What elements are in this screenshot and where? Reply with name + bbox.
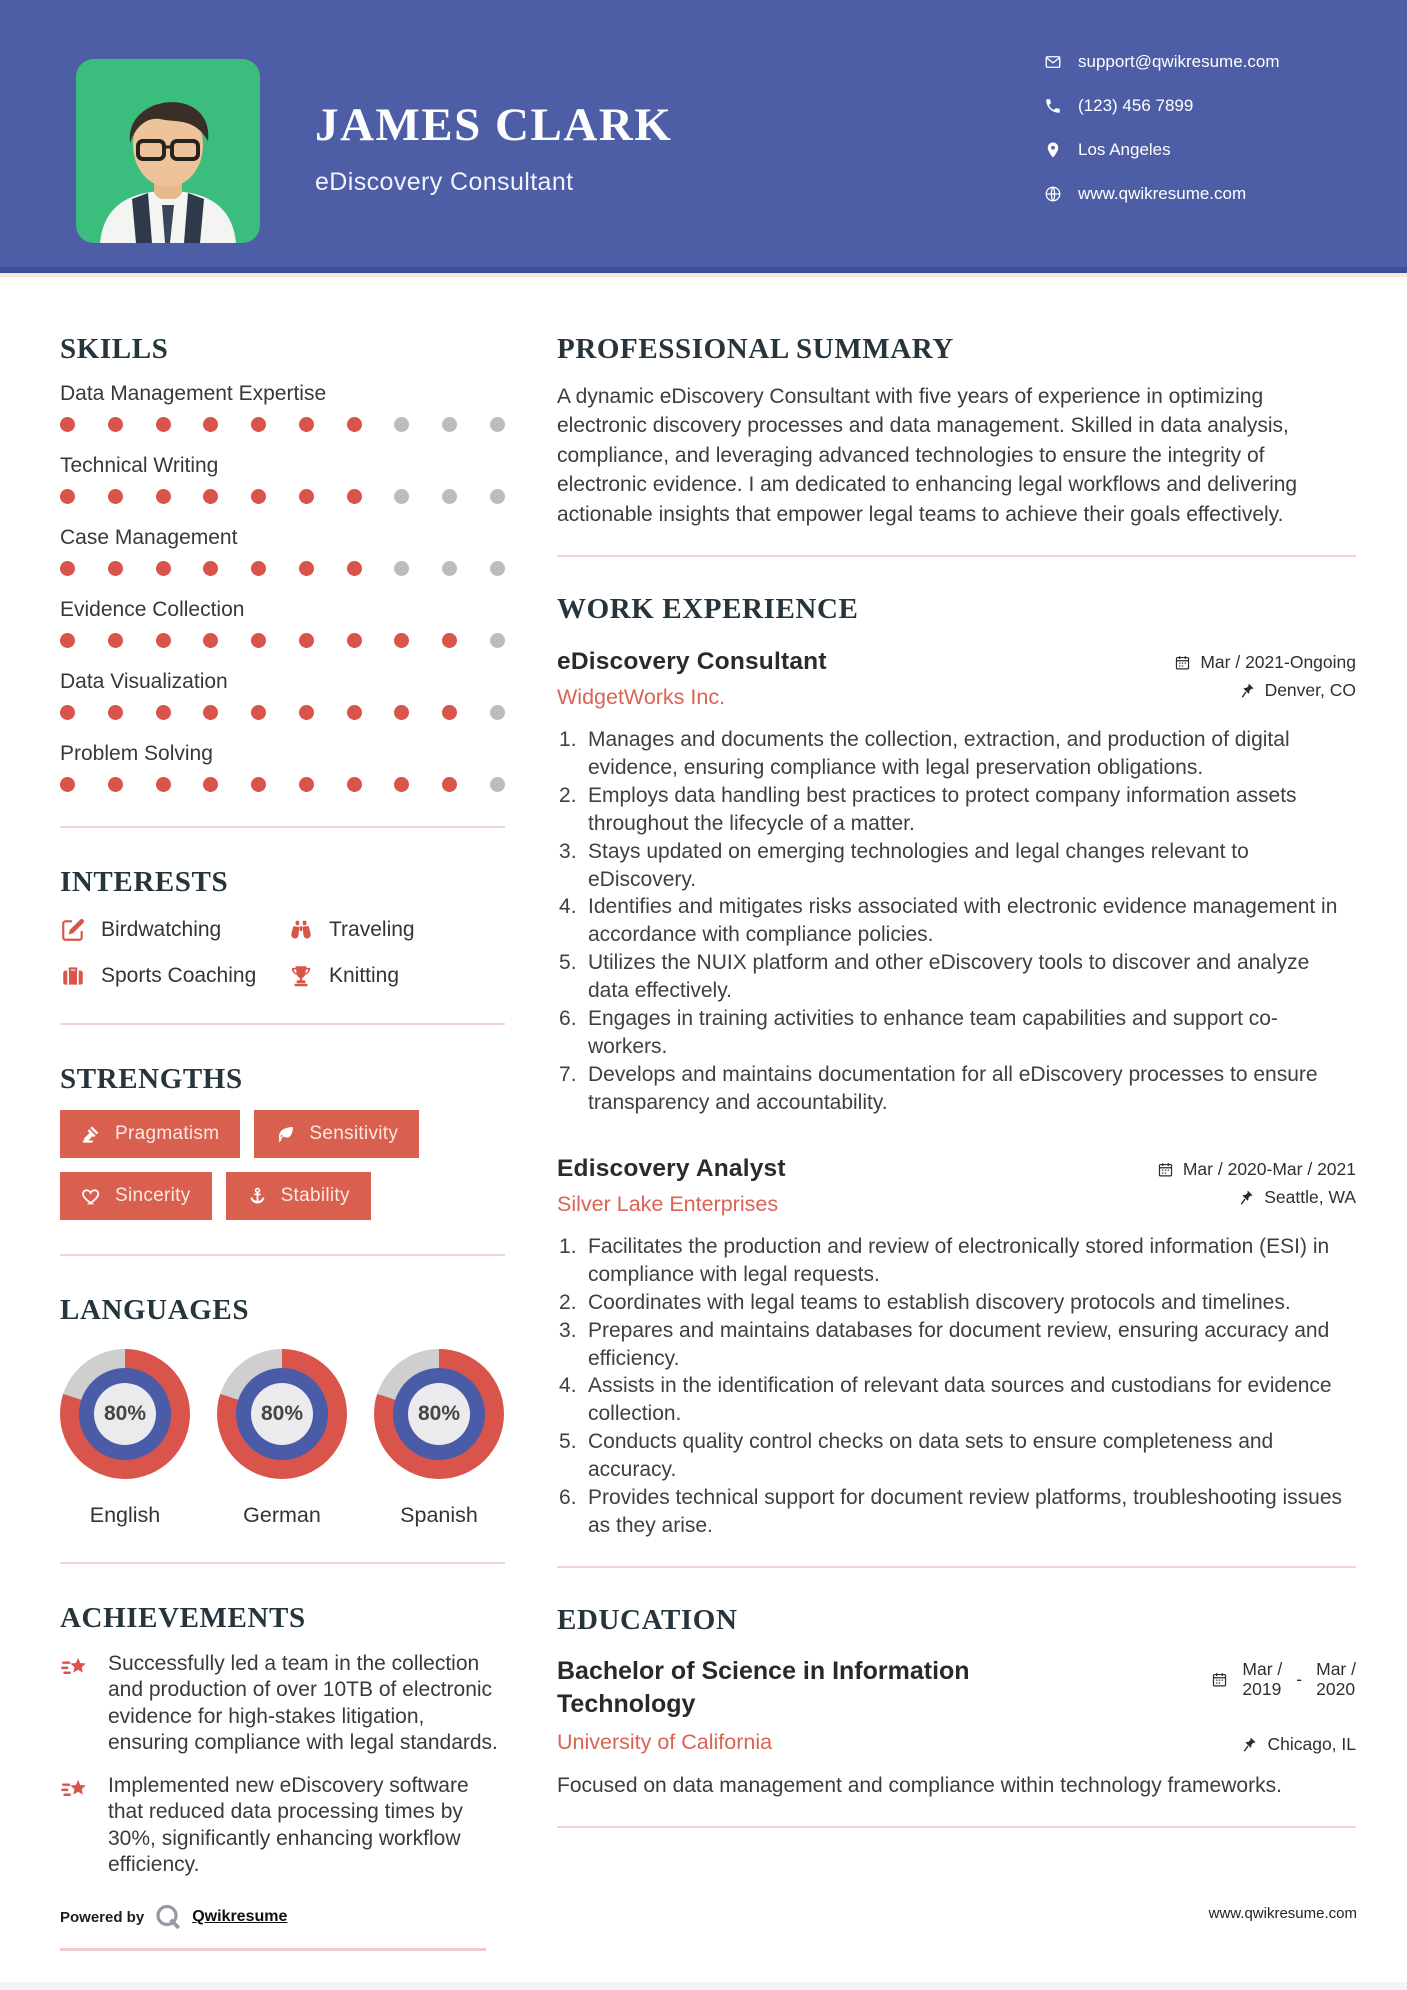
interest-item [288, 963, 505, 989]
interest-label: Knitting [329, 964, 400, 987]
contact-text: (123) 456 7899 [1078, 96, 1194, 115]
strengths-list [60, 1110, 505, 1220]
work-heading: WORK EXPERIENCE [557, 592, 859, 625]
skill-item [60, 598, 505, 648]
skill-rating [60, 561, 505, 576]
interest-label: Birdwatching [101, 918, 222, 941]
skill-label: Data Management Expertise [60, 382, 327, 405]
rating-dot [394, 777, 409, 792]
divider [60, 1562, 505, 1564]
skill-label: Data Visualization [60, 670, 228, 693]
rating-dot [156, 561, 171, 576]
avatar [76, 59, 260, 243]
rating-dot [347, 417, 362, 432]
rating-dot [490, 489, 505, 504]
rating-dot [203, 489, 218, 504]
heart-icon [81, 1186, 102, 1207]
edit-icon [60, 917, 86, 943]
rating-dot [60, 417, 75, 432]
rating-dot [299, 417, 314, 432]
contact-item[interactable] [1044, 184, 1280, 204]
strength-chip [254, 1110, 419, 1158]
language-item [217, 1349, 347, 1528]
achievements-section [60, 1602, 505, 1879]
rating-dot [299, 777, 314, 792]
person-name: JAMES CLARK [315, 99, 673, 151]
pushpin-icon [1239, 682, 1256, 699]
contact-list [1044, 52, 1280, 204]
divider [60, 1023, 505, 1025]
rating-dot [251, 705, 266, 720]
footer-divider [60, 1948, 486, 1951]
achievement-text: Successfully led a team in the collection and production of over 10TB of electronic evidence for high-stakes litigation, ensuring compliance with legal standards. [108, 1652, 498, 1755]
language-label: German [243, 1503, 321, 1527]
shooting-star-icon [60, 1653, 91, 1684]
header [0, 0, 1407, 273]
rating-dot [108, 417, 123, 432]
leaf-icon [275, 1124, 296, 1145]
footer-website-link[interactable]: www.qwikresume.com [1208, 1905, 1357, 1922]
qwikresume-logo-icon [153, 1902, 183, 1932]
anchor-icon [247, 1186, 268, 1207]
rating-dot [490, 633, 505, 648]
skills-list [60, 382, 505, 792]
job-date-text: Mar / 2020-Mar / 2021 [1182, 1158, 1356, 1179]
language-donut [217, 1349, 347, 1479]
skills-heading: SKILLS [60, 333, 169, 365]
skill-rating [60, 489, 505, 504]
rating-dot [108, 489, 123, 504]
rating-dot [394, 633, 409, 648]
education-section [557, 1604, 1356, 1800]
rating-dot [203, 705, 218, 720]
rating-dot [442, 489, 457, 504]
job-company: Silver Lake Enterprises [557, 1191, 779, 1216]
strengths-section [60, 1063, 505, 1220]
rating-dot [108, 633, 123, 648]
rating-dot [108, 777, 123, 792]
interest-label: Traveling [329, 918, 415, 941]
education-date-start: Mar / 2019 [1242, 1659, 1283, 1700]
strengths-heading: STRENGTHS [60, 1063, 243, 1095]
job-bullet: Prepares and maintains databases for document review, ensuring accuracy and efficiency. [588, 1318, 1330, 1370]
strength-label: Stability [280, 1185, 350, 1206]
job-company: WidgetWorks Inc. [557, 684, 726, 709]
trophy-icon [288, 963, 314, 989]
donut-inner-ring [236, 1368, 328, 1460]
achievement-item [60, 1651, 505, 1757]
rating-dot [203, 633, 218, 648]
rating-dot [299, 489, 314, 504]
interest-item [288, 917, 505, 943]
work-section [557, 593, 1356, 1540]
profile-photo [76, 59, 260, 243]
contact-item [1044, 96, 1280, 116]
job-bullet: Stays updated on emerging technologies and legal changes relevant to eDiscovery. [588, 839, 1249, 891]
contact-text: support@qwikresume.com [1078, 52, 1280, 71]
skill-rating [60, 705, 505, 720]
pushpin-icon [1238, 1189, 1255, 1206]
job-bullet: Coordinates with legal teams to establish discovery protocols and timelines. [588, 1290, 1291, 1314]
language-label: Spanish [400, 1503, 478, 1527]
rating-dot [203, 417, 218, 432]
job-location [1239, 680, 1356, 701]
divider [557, 555, 1356, 557]
skill-label: Case Management [60, 526, 238, 549]
rating-dot [442, 417, 457, 432]
divider [557, 1826, 1356, 1828]
divider [557, 1566, 1356, 1568]
job-location [1238, 1187, 1356, 1208]
education-dates [1211, 1659, 1356, 1699]
job-title: Ediscovery Analyst [557, 1154, 786, 1182]
skill-item [60, 742, 505, 792]
contact-item[interactable] [1044, 52, 1280, 72]
rating-dot [156, 777, 171, 792]
rating-dot [203, 561, 218, 576]
donut-center [408, 1383, 470, 1445]
job-bullet: Engages in training activities to enhance team capabilities and support co-workers. [588, 1007, 1278, 1059]
rating-dot [347, 633, 362, 648]
envelope-icon [1044, 53, 1062, 71]
phone-icon [1044, 97, 1062, 115]
skill-label: Evidence Collection [60, 598, 245, 621]
skill-item [60, 454, 505, 504]
jobs-list [557, 648, 1356, 1540]
rating-dot [156, 489, 171, 504]
rating-dot [299, 705, 314, 720]
powered-by-label: Powered by [60, 1908, 145, 1926]
achievement-text: Implemented new eDiscovery software that reduced data processing times by 30%, significantly enhancing workflow efficiency. [108, 1773, 469, 1877]
calendar-icon [1157, 1161, 1174, 1178]
job-bullet: Employs data handling best practices to protect company information assets throughout the lifecycle of a matter. [588, 783, 1297, 835]
languages-heading: LANGUAGES [60, 1294, 250, 1326]
rating-dot [251, 417, 266, 432]
rating-dot [442, 561, 457, 576]
job-title: eDiscovery Consultant [557, 647, 827, 675]
language-label: English [89, 1503, 161, 1527]
rating-dot [108, 705, 123, 720]
rating-dot [251, 561, 266, 576]
rating-dot [442, 705, 457, 720]
job-bullet: Facilitates the production and review of electronically stored information (ESI) in compliance with legal requests. [588, 1234, 1330, 1286]
job-location-text: Denver, CO [1264, 679, 1356, 700]
strength-chip [60, 1110, 240, 1158]
contact-item [1044, 140, 1280, 160]
page-bottom-strip [0, 1982, 1407, 1990]
job-entry [557, 1155, 1356, 1540]
skill-rating [60, 633, 505, 648]
person-title: eDiscovery Consultant [315, 168, 574, 196]
sidebar [60, 333, 505, 1895]
donut-center [94, 1383, 156, 1445]
gavel-icon [81, 1124, 102, 1145]
language-percent: 80% [103, 1402, 147, 1425]
rating-dot [156, 633, 171, 648]
briefcase-icon [60, 963, 86, 989]
job-bullet: Provides technical support for document review platforms, troubleshooting issues as they arise. [588, 1486, 1343, 1538]
rating-dot [347, 777, 362, 792]
rating-dot [394, 561, 409, 576]
language-donut [374, 1349, 504, 1479]
rating-dot [251, 633, 266, 648]
rating-dot [442, 777, 457, 792]
rating-dot [490, 561, 505, 576]
rating-dot [394, 489, 409, 504]
achievements-heading: ACHIEVEMENTS [60, 1602, 306, 1634]
rating-dot [490, 417, 505, 432]
rating-dot [156, 417, 171, 432]
education-date-separator: - [1296, 1668, 1303, 1689]
job-bullet: Assists in the identification of relevant data sources and custodians for evidence collection. [588, 1374, 1332, 1426]
job-date-text: Mar / 2021-Ongoing [1200, 651, 1356, 672]
skill-item [60, 526, 505, 576]
job-bullets [557, 726, 1356, 1117]
education-heading: EDUCATION [557, 1604, 738, 1636]
rating-dot [60, 489, 75, 504]
language-percent: 80% [417, 1402, 461, 1425]
strength-label: Pragmatism [115, 1123, 220, 1144]
education-date-end: Mar / 2020 [1316, 1659, 1356, 1700]
job-bullet: Develops and maintains documentation for all eDiscovery processes to ensure transparency and accountability. [588, 1063, 1318, 1114]
rating-dot [347, 561, 362, 576]
rating-dot [299, 561, 314, 576]
interests-section [60, 866, 505, 989]
contact-text: Los Angeles [1078, 140, 1171, 159]
job-bullets [557, 1233, 1356, 1540]
rating-dot [347, 489, 362, 504]
language-donut [60, 1349, 190, 1479]
strength-chip [60, 1172, 212, 1220]
job-bullet: Identifies and mitigates risks associated with electronic evidence management in accordance with compliance policies. [588, 895, 1338, 947]
job-location-text: Seattle, WA [1264, 1186, 1356, 1207]
rating-dot [251, 489, 266, 504]
strength-label: Sincerity [115, 1185, 191, 1206]
rating-dot [108, 561, 123, 576]
divider [60, 826, 505, 828]
education-degree: Bachelor of Science in Information Technology [557, 1657, 970, 1718]
main-content [557, 333, 1356, 1895]
donut-inner-ring [393, 1368, 485, 1460]
rating-dot [490, 777, 505, 792]
donut-center [251, 1383, 313, 1445]
rating-dot [203, 777, 218, 792]
job-entry [557, 648, 1356, 1117]
rating-dot [347, 705, 362, 720]
summary-section [557, 333, 1356, 529]
summary-heading: PROFESSIONAL SUMMARY [557, 333, 954, 365]
achievement-item [60, 1773, 505, 1879]
rating-dot [394, 417, 409, 432]
rating-dot [299, 633, 314, 648]
interest-item [60, 963, 288, 989]
skill-label: Technical Writing [60, 454, 219, 477]
rating-dot [60, 561, 75, 576]
calendar-icon [1211, 1671, 1228, 1688]
contact-text: www.qwikresume.com [1078, 184, 1247, 203]
job-bullet: Conducts quality control checks on data sets to ensure completeness and accuracy. [588, 1430, 1274, 1482]
language-percent: 80% [260, 1402, 304, 1425]
rating-dot [442, 633, 457, 648]
rating-dot [60, 705, 75, 720]
strength-chip [226, 1172, 371, 1220]
rating-dot [156, 705, 171, 720]
summary-text: A dynamic eDiscovery Consultant with five years of experience in optimizing electronic discovery processes and data management. Skilled in data analysis, compliance, and leveraging advanced technologies to ensure the integrity of electronic evidence. I am dedicated to enhancing legal workflows and delivering actionable insights that empower legal teams to achieve their goals effectively. [557, 385, 1298, 526]
skill-item [60, 670, 505, 720]
achievements-list [60, 1651, 505, 1879]
education-school: University of California [557, 1730, 773, 1754]
pushpin-icon [1241, 1736, 1258, 1753]
rating-dot [60, 633, 75, 648]
strength-label: Sensitivity [309, 1123, 399, 1144]
rating-dot [251, 777, 266, 792]
qwikresume-link[interactable]: Qwikresume [192, 1908, 288, 1925]
rating-dot [490, 705, 505, 720]
languages-section [60, 1294, 505, 1528]
interest-label: Sports Coaching [101, 964, 257, 987]
binoculars-icon [288, 917, 314, 943]
footer-powered-by [60, 1902, 287, 1932]
skill-rating [60, 777, 505, 792]
education-location: Chicago, IL [1241, 1734, 1356, 1755]
job-date [1157, 1159, 1356, 1180]
skill-label: Problem Solving [60, 742, 213, 765]
rating-dot [394, 705, 409, 720]
calendar-icon [1174, 654, 1191, 671]
languages-list [60, 1349, 505, 1528]
location-pin-icon [1044, 141, 1062, 159]
skill-item [60, 382, 505, 432]
language-item [374, 1349, 504, 1528]
education-note: Focused on data management and compliance within technology frameworks. [557, 1774, 1282, 1797]
interest-item [60, 917, 288, 943]
skills-section [60, 333, 505, 792]
globe-icon [1044, 185, 1062, 203]
skill-rating [60, 417, 505, 432]
interests-list [60, 917, 505, 989]
rating-dot [60, 777, 75, 792]
divider [60, 1254, 505, 1256]
job-bullet: Manages and documents the collection, extraction, and production of digital evidence, ensuring compliance with legal preservation obligations. [588, 727, 1290, 779]
job-bullet: Utilizes the NUIX platform and other eDiscovery tools to discover and analyze data effectively. [588, 951, 1310, 1003]
donut-inner-ring [79, 1368, 171, 1460]
interests-heading: INTERESTS [60, 866, 229, 898]
job-date [1174, 652, 1356, 673]
shooting-star-icon [60, 1775, 91, 1806]
language-item [60, 1349, 190, 1528]
